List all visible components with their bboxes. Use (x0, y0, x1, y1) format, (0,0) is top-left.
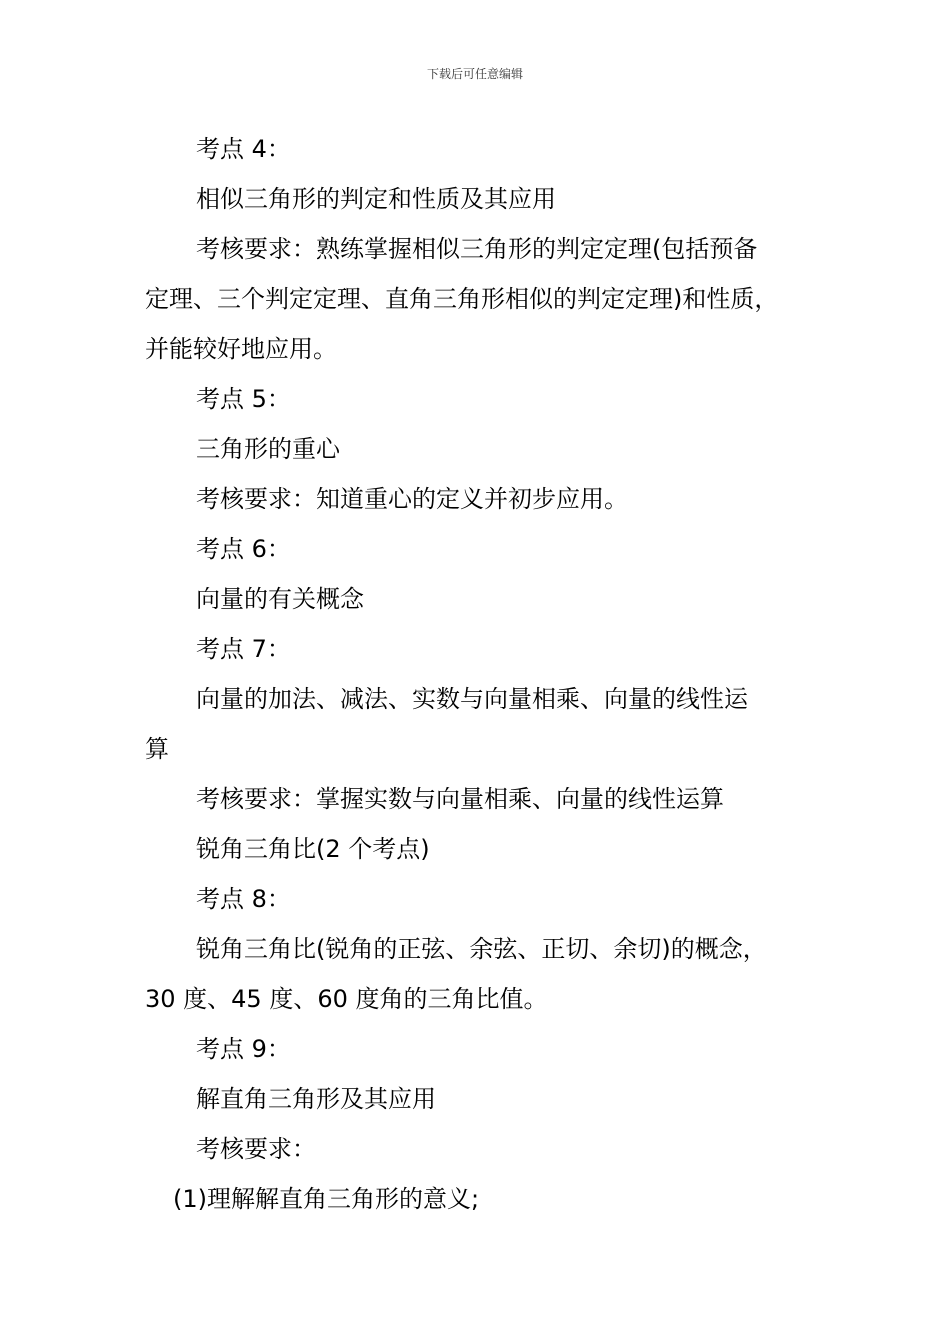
paragraph-line: 考点 5： (196, 385, 291, 413)
paragraph-line: 解直角三角形及其应用 (196, 1085, 436, 1113)
paragraph-line: 锐角三角比(锐角的正弦、余弦、正切、余切)的概念， (196, 935, 767, 963)
paragraph-line: 考核要求：掌握实数与向量相乘、向量的线性运算 (196, 785, 724, 813)
paragraph-line: 向量的有关概念 (196, 585, 364, 613)
paragraph-line: 考点 7： (196, 635, 291, 663)
paragraph-line: 锐角三角比(2 个考点) (196, 835, 430, 863)
paragraph-line: 向量的加法、减法、实数与向量相乘、向量的线性运 (196, 685, 748, 713)
paragraph-line: 考点 9： (196, 1035, 291, 1063)
paragraph-line: 并能较好地应用。 (145, 335, 337, 363)
paragraph-line: 考点 6： (196, 535, 291, 563)
paragraph-line: 30 度、45 度、60 度角的三角比值。 (145, 985, 548, 1013)
paragraph-line: 三角形的重心 (196, 435, 340, 463)
paragraph-line: 考核要求：知道重心的定义并初步应用。 (196, 485, 628, 513)
paragraph-line: 考点 4： (196, 135, 291, 163)
paragraph-line: 考核要求：熟练掌握相似三角形的判定定理(包括预备 (196, 235, 758, 263)
document-body (145, 124, 815, 1224)
paragraph-line: 考核要求： (196, 1135, 316, 1163)
paragraph-line: (1)理解解直角三角形的意义; (173, 1185, 480, 1213)
paragraph-line: 考点 8： (196, 885, 291, 913)
page-header: 下载后可任意编辑 (426, 67, 523, 81)
paragraph-line: 相似三角形的判定和性质及其应用 (196, 185, 556, 213)
paragraph-line: 定理、三个判定定理、直角三角形相似的判定定理)和性质， (145, 285, 779, 313)
paragraph-line: 算 (145, 735, 169, 763)
